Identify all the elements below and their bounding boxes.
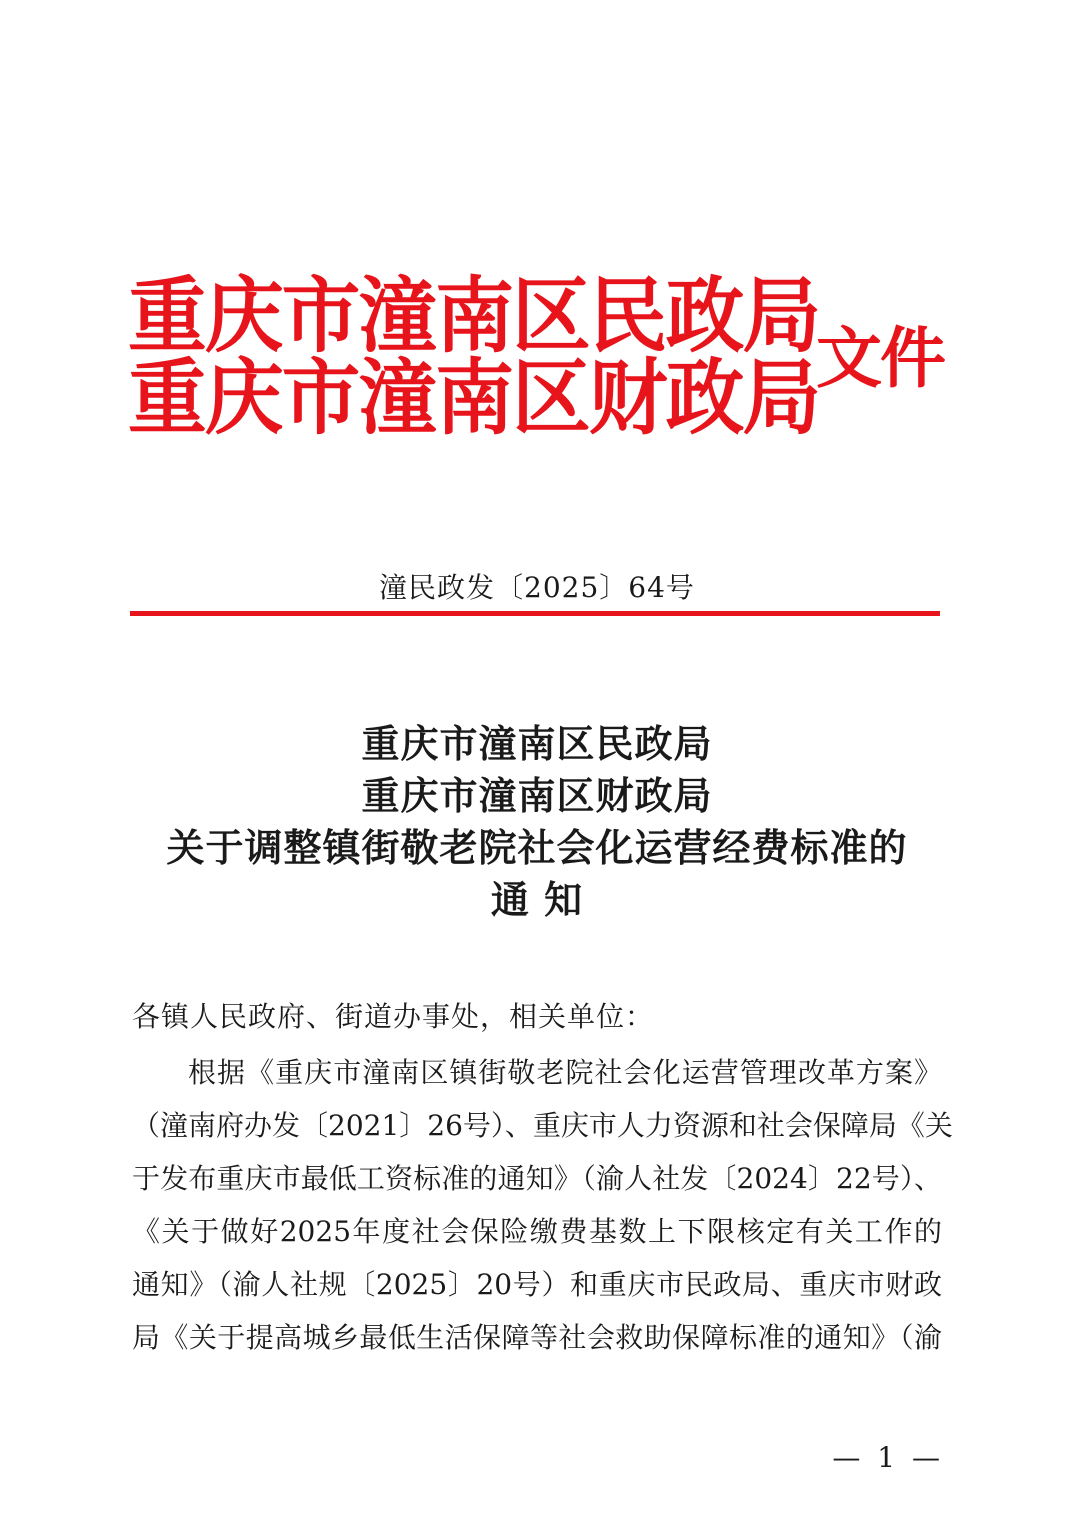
masthead-issuer-civil-affairs: 重庆市潼南区民政局 — [128, 269, 820, 364]
paragraph-line: （潼南府办发〔2021〕26号）、重庆市人力资源和社会保障局《关 — [132, 1109, 953, 1142]
masthead-issuer-finance: 重庆市潼南区财政局 — [128, 351, 820, 446]
masthead-document-label: 文件 — [816, 320, 944, 397]
title-line-issuer-1: 重庆市潼南区民政局 — [361, 721, 713, 766]
red-divider-line — [130, 611, 940, 616]
paragraph-line: 于发布重庆市最低工资标准的通知》（渝人社发〔2024〕22号）、 — [132, 1162, 942, 1195]
title-line-notice: 通 知 — [490, 877, 584, 922]
document-title — [0, 718, 1074, 926]
masthead — [128, 270, 958, 450]
paragraph-line: 《关于做好2025年度社会保险缴费基数上下限核定有关工作的 — [132, 1215, 942, 1248]
salutation: 各镇人民政府、街道办事处，相关单位： — [132, 1000, 655, 1033]
paragraph-line: 局《关于提高城乡最低生活保障等社会救助保障标准的通知》（渝 — [132, 1321, 942, 1354]
page-number: — 1 — — [832, 1441, 944, 1474]
paragraph-line: 根据《重庆市潼南区镇街敬老院社会化运营管理改革方案》 — [188, 1056, 942, 1089]
title-line-issuer-2: 重庆市潼南区财政局 — [361, 773, 713, 818]
paragraph-line: 通知》（渝人社规〔2025〕20号）和重庆市民政局、重庆市财政 — [132, 1268, 942, 1301]
document-number: 潼民政发〔2025〕64号 — [379, 571, 695, 604]
title-line-subject: 关于调整镇街敬老院社会化运营经费标准的 — [166, 825, 908, 870]
